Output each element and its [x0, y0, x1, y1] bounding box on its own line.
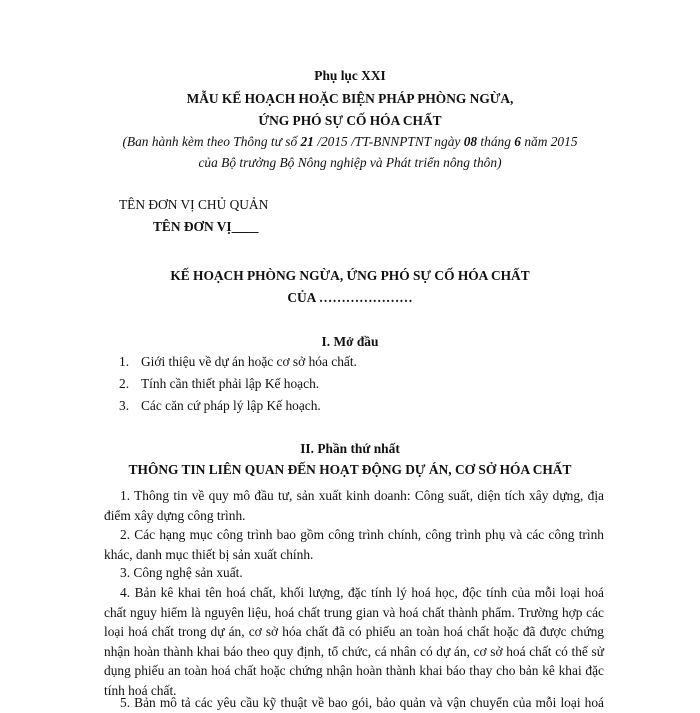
issuance-note-line2: của Bộ trưởng Bộ Nông nghiệp và Phát triển nông thôn): [198, 155, 502, 170]
section2-heading: II. Phần thứ nhất: [300, 441, 400, 456]
section2-paragraph-4: 4. Bản kê khai tên hoá chất, khối lượng, đặc tính lý hoá học, độc tính của mỗi loại hoá chất nguy hiểm là nguyên liệu, hoá chất trung gian và hoá chất thành phẩm. Trường hợp các loại hoá chất trong dự án, cơ sở hóa chất đã có phiếu an toàn hoá chất hoặc đã được chứng nhận hoàn thành khai báo theo quy định, tổ chức, cá nhân có dự án, cơ sở hoá chất có thể sử dụng phiếu an toàn hoá chất hoặc chứng nhận hoàn thành khai báo thay cho bản kê khai đặc tính hoá chất.: [104, 585, 604, 698]
unit-name: TÊN ĐƠN VỊ____: [153, 219, 259, 234]
section2-paragraph-2: 2. Các hạng mục công trình bao gồm công trình chính, công trình phụ và các công trình khác, danh mục thiết bị sản xuất chính.: [104, 527, 604, 562]
form-title-line1: MẪU KẾ HOẠCH HOẶC BIỆN PHÁP PHÒNG NGỪA,: [186, 91, 514, 106]
section2-subheading: THÔNG TIN LIÊN QUAN ĐẾN HOẠT ĐỘNG DỰ ÁN, CƠ SỞ HÓA CHẤT: [128, 462, 572, 477]
section1-heading: I. Mở đầu: [321, 334, 379, 349]
plan-of: CỦA …………………: [287, 290, 413, 305]
section2-paragraph-5: 5. Bản mô tả các yêu cầu kỹ thuật về bao gói, bảo quản và vận chuyển của mỗi loại hoá: [120, 695, 604, 710]
section1-item: 3. Các căn cứ pháp lý lập Kế hoạch.: [119, 398, 321, 413]
section1-item: 2. Tính cần thiết phải lập Kế hoạch.: [119, 376, 320, 391]
section2-paragraph-3: 3. Công nghệ sản xuất.: [120, 565, 243, 580]
appendix-label: Phụ lục XXI: [314, 68, 386, 83]
form-title-line2: ỨNG PHÓ SỰ CỐ HÓA CHẤT: [258, 113, 442, 128]
issuance-note-line1: (Ban hành kèm theo Thông tư số 21 /2015 /TT-BNNPTNT ngày 08 tháng 6 năm 2015: [122, 134, 578, 149]
plan-title: KẾ HOẠCH PHÒNG NGỪA, ỨNG PHÓ SỰ CỐ HÓA CHẤT: [170, 268, 530, 283]
parent-org-name: TÊN ĐƠN VỊ CHỦ QUẢN: [119, 197, 269, 212]
section1-item: 1. Giới thiệu về dự án hoặc cơ sở hóa chất.: [119, 354, 357, 369]
section2-paragraph-1: 1. Thông tin về quy mô đầu tư, sản xuất kinh doanh: Công suất, diện tích xây dựng, địa điểm xây dựng công trình.: [104, 488, 604, 523]
